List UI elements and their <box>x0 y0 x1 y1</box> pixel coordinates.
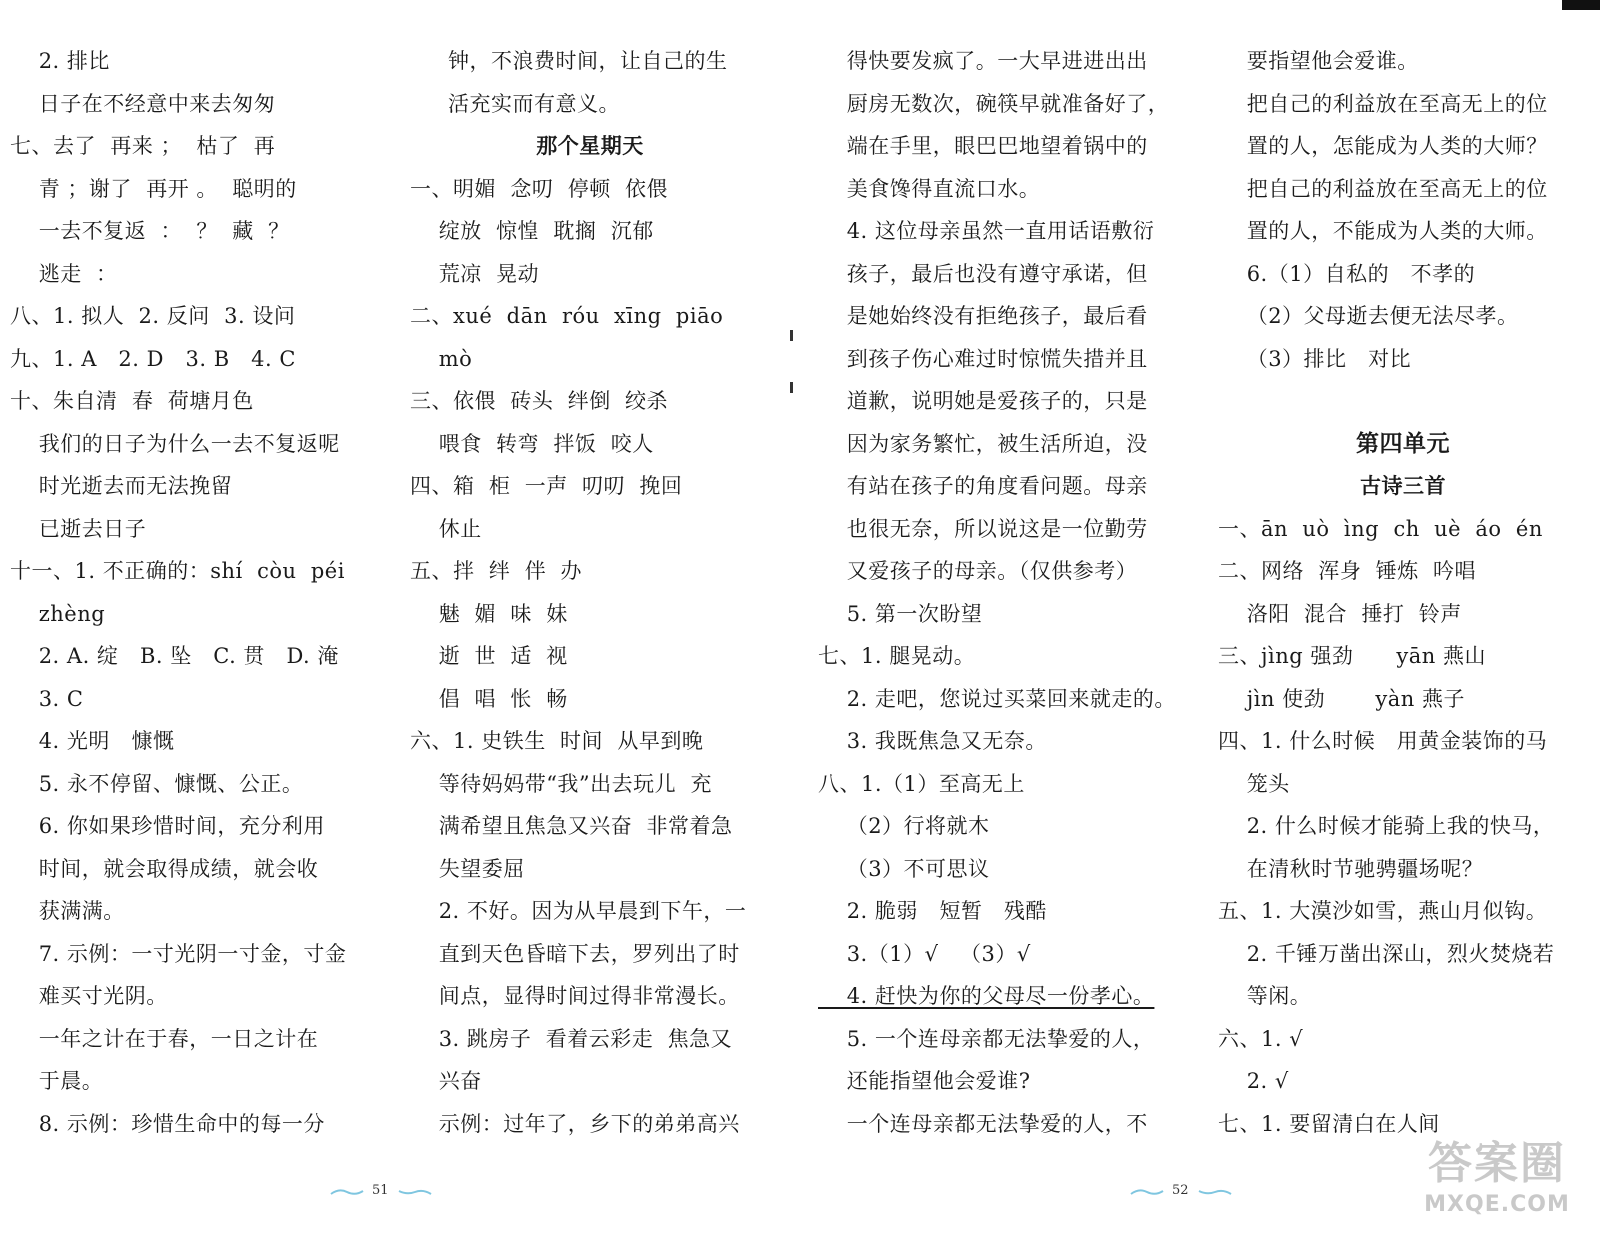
text-line: 洛阳 混合 捶打 铃声 <box>1218 601 1462 626</box>
text-line: 置的人，不能成为人类的大师。 <box>1218 219 1548 243</box>
text-line: 一、ān uò ìng ch uè áo én <box>1218 516 1543 541</box>
text-line: 三、jìng 强劲 yān 燕山 <box>1218 644 1487 668</box>
text-line: 五、1. 大漠沙如雪，燕山月似钩。 <box>1218 899 1548 923</box>
text-line: 喂食 转弯 拌饭 咬人 <box>410 431 654 456</box>
text-line: 端在手里，眼巴巴地望着锅中的 <box>818 134 1148 158</box>
text-line: 兴奋 <box>410 1069 482 1093</box>
text-line: 七、1. 腿晃动。 <box>818 644 976 668</box>
unit-title: 第四单元 <box>1356 429 1450 457</box>
text-line: 等待妈妈带“我”出去玩儿 充 <box>410 771 713 796</box>
text-line: 等闲。 <box>1218 984 1312 1008</box>
text-line: 失望委屈 <box>410 856 525 881</box>
text-line: （3）排比 对比 <box>1218 346 1412 371</box>
text-line: 休止 <box>410 516 482 541</box>
text-line: 八、1. 拟人 2. 反问 3. 设问 <box>10 304 296 328</box>
text-line: 3. 跳房子 看着云彩走 焦急又 <box>410 1026 733 1051</box>
text-line: 我们的日子为什么一去不复返呢 <box>10 431 340 456</box>
text-line: jìn 使劲 yàn 燕子 <box>1218 686 1465 711</box>
text-line: 7. 示例：一寸光阴一寸金，寸金 <box>10 941 347 966</box>
text-line: 一去不复返 ： ？ 藏 ？ <box>10 219 290 243</box>
text-line: 直到天色昏暗下去，罗列出了时 <box>410 941 740 966</box>
text-line: 5. 永不停留、慷慨、公正。 <box>10 771 304 796</box>
binding-mark <box>790 382 793 393</box>
text-line: 逃走 ： <box>10 261 118 286</box>
text-line: 得快要发疯了。一大早进进出出 <box>818 49 1148 73</box>
underlined-text: 4. 赶快为你的父母尽一份孝心。 <box>818 984 1155 1008</box>
text-line: 还能指望他会爱谁? <box>818 1069 1031 1093</box>
text-line: 七、去了 再来 ； 枯了 再 <box>10 134 276 158</box>
text-line: 一、明媚 念叨 停顿 依偎 <box>410 176 669 201</box>
text-line: 九、1. A 2. D 3. B 4. C <box>10 346 296 371</box>
text-line: 美食馋得直流口水。 <box>818 176 1041 201</box>
text-line: 日子在不经意中来去匆匆 <box>10 91 276 116</box>
text-line: 在清秋时节驰骋疆场呢？ <box>1218 856 1484 881</box>
text-line: 十一、1. 不正确的：shí còu péi <box>10 559 345 583</box>
text-line: 五、拌 绊 伴 办 <box>410 559 583 583</box>
text-line: 道歉，说明她是爱孩子的，只是 <box>818 389 1148 413</box>
text-line: 绽放 惊惶 耽搁 沉郁 <box>410 219 654 243</box>
text-line: 又爱孩子的母亲。（仅供参考） <box>818 559 1138 583</box>
text-line: 魅 媚 味 妹 <box>410 601 568 626</box>
text-line: 逝 世 适 视 <box>410 644 568 668</box>
watermark-url: MXQE.COM <box>1424 1192 1570 1217</box>
text-line: （2）父母逝去便无法尽孝。 <box>1218 304 1519 328</box>
text-line: 于晨。 <box>10 1069 104 1093</box>
text-line: 把自己的利益放在至高无上的位 <box>1218 91 1548 116</box>
text-line: 示例：过年了，乡下的弟弟高兴 <box>410 1111 740 1136</box>
text-line: 3. C <box>10 686 84 711</box>
section-title: 那个星期天 <box>536 133 644 158</box>
text-line: 获满满。 <box>10 899 125 923</box>
text-line: 2. 千锤万凿出深山，烈火焚烧若 <box>1218 941 1555 966</box>
left-page-column-2 <box>410 40 770 1145</box>
text-line: 4. 这位母亲虽然一直用话语敷衍 <box>818 219 1155 243</box>
text-line: 2. 排比 <box>10 49 110 73</box>
text-line: （3）不可思议 <box>818 856 990 881</box>
text-line: 2. 不好。因为从早晨到下午，一 <box>410 899 747 923</box>
text-line: 已逝去日子 <box>10 516 147 541</box>
text-line: 笼头 <box>1218 771 1290 796</box>
text-line: 有站在孩子的角度看问题。母亲 <box>818 474 1148 498</box>
page-number-right: 52 <box>1172 1183 1189 1198</box>
text-line: 6. 你如果珍惜时间，充分利用 <box>10 814 325 838</box>
left-page-column-1 <box>10 40 400 1145</box>
text-line: 一个连母亲都无法挚爱的人，不 <box>818 1111 1148 1136</box>
text-line: 七、1. 要留清白在人间 <box>1218 1111 1440 1136</box>
text-line: 间点，显得时间过得非常漫长。 <box>410 984 740 1008</box>
text-line: 六、1. √ <box>1218 1026 1304 1051</box>
text-line: 难买寸光阴。 <box>10 984 168 1008</box>
text-line: 也很无奈，所以说这是一位勤劳 <box>818 516 1148 541</box>
text-line: 四、1. 什么时候 用黄金装饰的马 <box>1218 729 1548 753</box>
watermark-text: 答案圈 <box>1428 1138 1566 1189</box>
page-number-left: 51 <box>372 1183 389 1198</box>
binding-mark <box>790 330 793 341</box>
text-line: 二、网络 浑身 锤炼 吟唱 <box>1218 559 1477 583</box>
text-line: 6.（1）自私的 不孝的 <box>1218 261 1476 286</box>
text-line: 把自己的利益放在至高无上的位 <box>1218 176 1548 201</box>
top-edge-bar <box>1562 0 1600 10</box>
text-line: 5. 一个连母亲都无法挚爱的人， <box>818 1026 1155 1051</box>
text-line: zhèng <box>10 601 106 626</box>
text-line: 倡 唱 怅 畅 <box>410 686 568 711</box>
text-line: 孩子，最后也没有遵守承诺，但 <box>818 261 1148 286</box>
text-line: 青 ；谢了 再开 。 聪明的 <box>10 176 297 201</box>
underlined-answer <box>818 975 1178 1018</box>
text-line: 2. 走吧，您说过买菜回来就走的。 <box>818 686 1176 711</box>
text-line: 2. 脆弱 短暂 残酷 <box>818 899 1047 923</box>
section-title: 古诗三首 <box>1360 473 1446 498</box>
text-line: 三、依偎 砖头 绊倒 绞杀 <box>410 389 669 413</box>
text-line: 5. 第一次盼望 <box>818 601 983 626</box>
text-line: （2）行将就木 <box>818 814 990 838</box>
text-line: 荒凉 晃动 <box>410 261 540 286</box>
text-line: 要指望他会爱谁。 <box>1218 49 1419 73</box>
text-line: 2. √ <box>1218 1069 1289 1093</box>
left-footer-wave-icon <box>398 1188 432 1196</box>
blank-line <box>1218 380 1588 423</box>
text-line: mò <box>410 346 473 371</box>
left-footer-wave-icon <box>330 1188 364 1196</box>
text-line: 一年之计在于春，一日之计在 <box>10 1026 319 1051</box>
text-line: 因为家务繁忙，被生活所迫，没 <box>818 431 1148 456</box>
text-line: 六、1. 史铁生 时间 从早到晚 <box>410 729 704 753</box>
right-page-column-1 <box>818 40 1178 1145</box>
text-line: 钟，不浪费时间，让自己的生 <box>448 49 728 73</box>
text-line: 时间，就会取得成绩，就会收 <box>10 856 319 881</box>
text-line: 活充实而有意义。 <box>448 91 620 116</box>
text-line: 3.（1）√ （3）√ <box>818 941 1031 966</box>
text-line: 满希望且焦急又兴奋 非常着急 <box>410 814 733 838</box>
text-line: 2. 什么时候才能骑上我的快马， <box>1218 814 1555 838</box>
right-footer-wave-icon <box>1130 1188 1164 1196</box>
text-line: 是她始终没有拒绝孩子，最后看 <box>818 304 1148 328</box>
text-line: 十、朱自清 春 荷塘月色 <box>10 389 254 413</box>
text-line: 四、箱 柜 一声 叨叨 挽回 <box>410 474 683 498</box>
text-line: 2. A. 绽 B. 坠 C. 贯 D. 淹 <box>10 644 339 668</box>
watermark-logo <box>1412 1136 1582 1226</box>
text-line: 厨房无数次，碗筷早就准备好了， <box>818 91 1170 116</box>
text-line: 到孩子伤心难过时惊慌失措并且 <box>818 346 1148 371</box>
text-line: 3. 我既焦急又无奈。 <box>818 729 1047 753</box>
right-page-column-2 <box>1218 40 1588 1145</box>
text-line: 置的人，怎能成为人类的大师？ <box>1218 134 1548 158</box>
text-line: 二、xué dān róu xīng piāo <box>410 304 724 328</box>
text-line: 4. 光明 慷慨 <box>10 729 175 753</box>
text-line: 时光逝去而无法挽留 <box>10 474 233 498</box>
text-line: 八、1.（1）至高无上 <box>818 771 1025 796</box>
text-line: 8. 示例：珍惜生命中的每一分 <box>10 1111 325 1136</box>
right-footer-wave-icon <box>1198 1188 1232 1196</box>
